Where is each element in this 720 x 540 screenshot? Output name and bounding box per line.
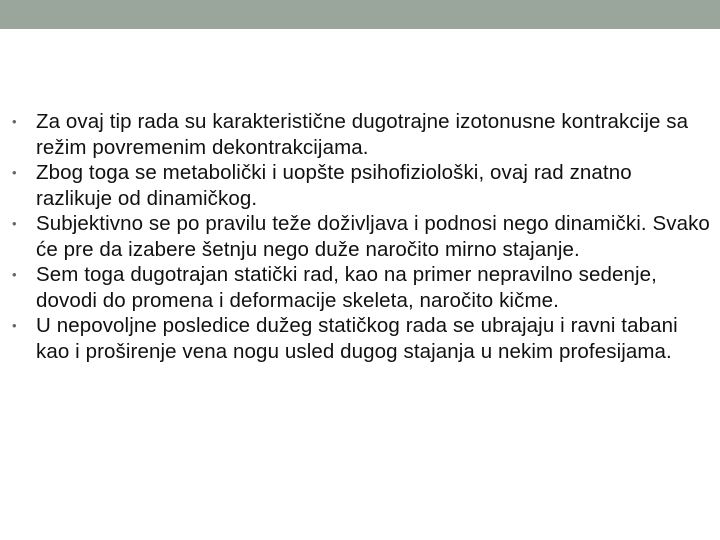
bullet-text: Sem toga dugotrajan statički rad, kao na primer nepravilno sedenje, dovodi do promena i deformacije skeleta, naročito kičme. bbox=[36, 263, 657, 312]
bullet-item bbox=[12, 109, 712, 160]
bullet-item bbox=[12, 160, 712, 211]
bullet-dot-icon: • bbox=[12, 318, 17, 333]
slide-content bbox=[12, 109, 712, 364]
bullet-dot-icon: • bbox=[12, 267, 17, 282]
top-accent-bar bbox=[0, 0, 720, 29]
bullet-list bbox=[12, 109, 712, 364]
bullet-dot-icon: • bbox=[12, 114, 17, 129]
bullet-item bbox=[12, 211, 712, 262]
bullet-text: Subjektivno se po pravilu teže doživljava i podnosi nego dinamički. Svako će pre da izabere šetnju nego duže naročito mirno stajanje. bbox=[36, 212, 710, 261]
bullet-text: U nepovoljne posledice dužeg statičkog rada se ubrajaju i ravni tabani kao i proširenje vena nogu usled dugog stajanja u nekim profesijama. bbox=[36, 314, 678, 363]
bullet-item bbox=[12, 262, 712, 313]
bullet-item bbox=[12, 313, 712, 364]
bullet-dot-icon: • bbox=[12, 216, 17, 231]
bullet-dot-icon: • bbox=[12, 165, 17, 180]
bullet-text: Za ovaj tip rada su karakteristične dugotrajne izotonusne kontrakcije sa režim povremenim dekontrakcijama. bbox=[36, 110, 689, 159]
bullet-text: Zbog toga se metabolički i uopšte psihofiziološki, ovaj rad znatno razlikuje od dinamičkog. bbox=[36, 161, 632, 210]
